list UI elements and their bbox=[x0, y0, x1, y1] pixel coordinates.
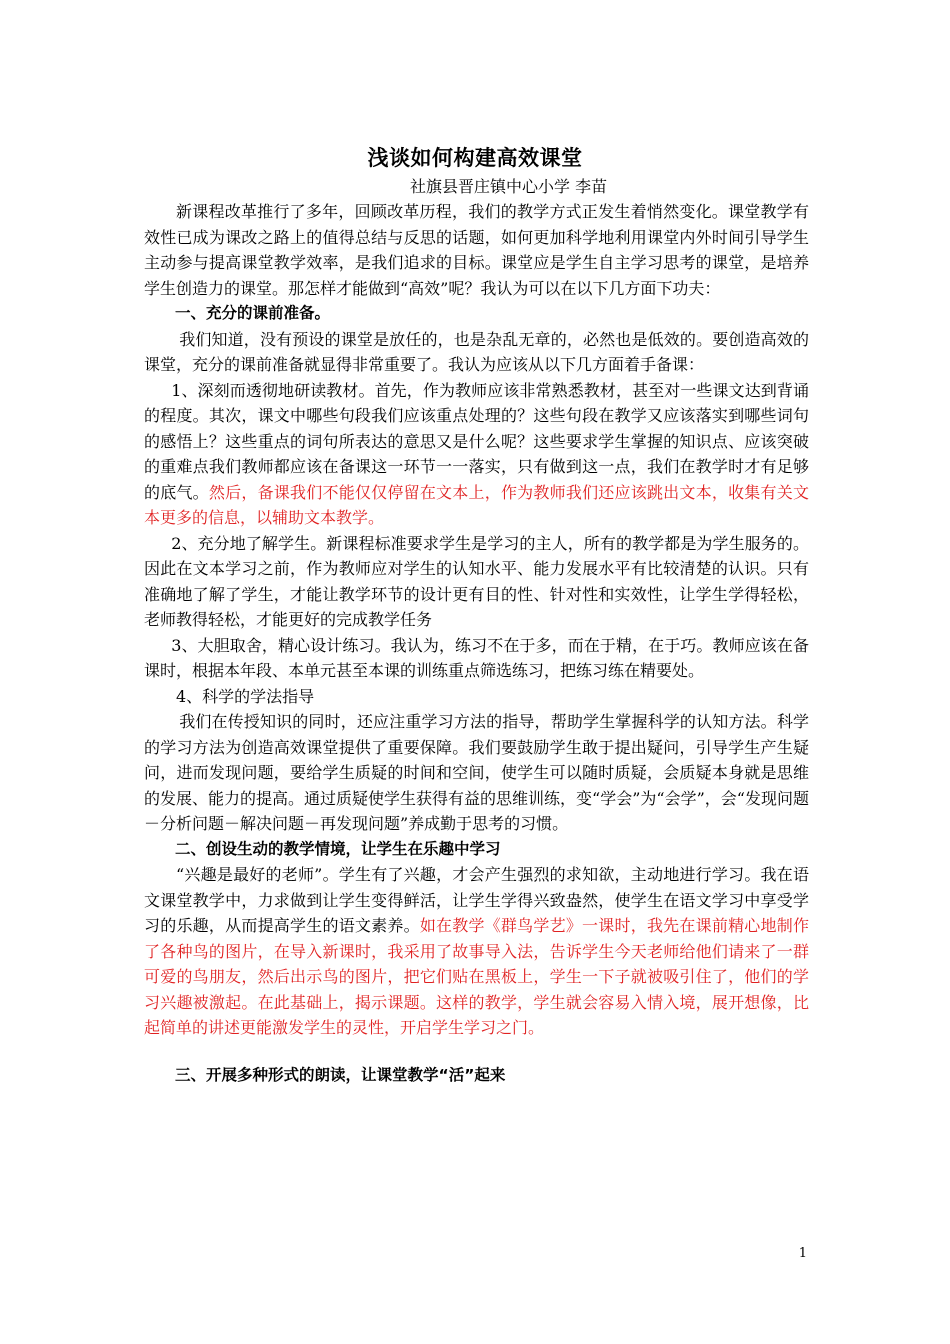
document-body bbox=[144, 199, 809, 1088]
section2-text: “兴趣是最好的老师”。学生有了兴趣，才会产生强烈的求知欲，主动地进行学习。我在语文课堂教学中，力求做到让学生变得鲜活，让学生学得兴致盎然，使学生在语文学习中享受学习的乐趣，从而提高学生的语文素养。 bbox=[144, 865, 809, 935]
section2-paragraph bbox=[144, 862, 809, 1041]
section1-heading: 一、充分的课前准备。 bbox=[175, 304, 331, 322]
section3-heading: 三、开展多种形式的朗读，让课堂教学“活”起来 bbox=[175, 1065, 506, 1084]
section2-heading: 二、创设生动的教学情境，让学生在乐趣中学习 bbox=[175, 839, 501, 858]
intro-paragraph: 新课程改革推行了多年，回顾改革历程，我们的教学方式正发生着悄然变化。课堂教学有效性已成为课改之路上的值得总结与反思的话题，如何更加科学地利用课堂内外时间引导学生主动参与提高课堂教学效率，是我们追求的目标。课堂应是学生自主学习思考的课堂，是培养学生创造力的课堂。那怎样才能做到“高效”呢？我认为可以在以下几方面下功夫： bbox=[144, 202, 809, 298]
spacer bbox=[144, 1041, 809, 1063]
section1-item1 bbox=[144, 378, 809, 531]
section1-intro: 我们知道，没有预设的课堂是放任的，也是杂乱无章的，必然也是低效的。要创造高效的课堂，充分的课前准备就显得非常重要了。我认为应该从以下几方面着手备课： bbox=[144, 329, 809, 374]
section1-item4-text: 我们在传授知识的同时，还应注重学习方法的指导，帮助学生掌握科学的认知方法。科学的学习方法为创造高效课堂提供了重要保障。我们要鼓励学生敢于提出疑问，引导学生产生疑问，进而发现问题，要给学生质疑的时间和空间，使学生可以随时质疑，会质疑本身就是思维的发展、能力的提高。通过质疑使学生获得有益的思维训练，变“学会”为“会学”，会“发现问题－分析问题－解决问题－再发现问题”养成勤于思考的习惯。 bbox=[144, 712, 809, 833]
page-number: 1 bbox=[798, 1246, 807, 1261]
section2-highlight: 如在教学《群鸟学艺》一课时，我先在课前精心地制作了各种鸟的图片，在导入新课时，我采用了故事导入法，告诉学生今天老师给他们请来了一群可爱的鸟朋友，然后出示鸟的图片，把它们贴在黑板上，学生一下子就被吸引住了，他们的学习兴趣被激起。在此基础上，揭示课题。这样的教学，学生就会容易入情入境，展开想像，比起简单的讲述更能激发学生的灵性，开启学生学习之门。 bbox=[144, 916, 809, 1037]
section1-item4-heading: 4、科学的学法指导 bbox=[176, 686, 315, 706]
item1-highlight: 然后，备课我们不能仅仅停留在文本上，作为教师我们还应该跳出文本，收集有关文本更多的信息，以辅助文本教学。 bbox=[144, 482, 809, 527]
section1-item3: 3、大胆取舍，精心设计练习。我认为，练习不在于多，而在于精，在于巧。教师应该在备课时，根据本年段、本单元甚至本课的训练重点筛选练习，把练习练在精要处。 bbox=[144, 635, 809, 680]
author-line: 社旗县晋庄镇中心小学 李苗 bbox=[410, 177, 608, 196]
item1-text: 1、深刻而透彻地研读教材。首先，作为教师应该非常熟悉教材，甚至对一些课文达到背诵的程度。其次，课文中哪些句段我们应该重点处理的？这些句段在教学又应该落实到哪些词句的感悟上？这些重点的词句所表达的意思又是什么呢？这些要求学生掌握的知识点、应该突破的重难点我们教师都应该在备课这一环节一一落实，只有做到这一点，我们在教学时才有足够的底气。 bbox=[144, 380, 809, 502]
section1-item2: 2、充分地了解学生。新课程标准要求学生是学习的主人，所有的教学都是为学生服务的。因此在文本学习之前，作为教师应对学生的认知水平、能力发展水平有比较清楚的认识。只有准确地了解了学生，才能让教学环节的设计更有目的性、针对性和实效性，让学生学得轻松，老师教得轻松，才能更好的完成教学任务 bbox=[144, 533, 809, 629]
document-title: 浅谈如何构建高效课堂 bbox=[367, 146, 583, 170]
